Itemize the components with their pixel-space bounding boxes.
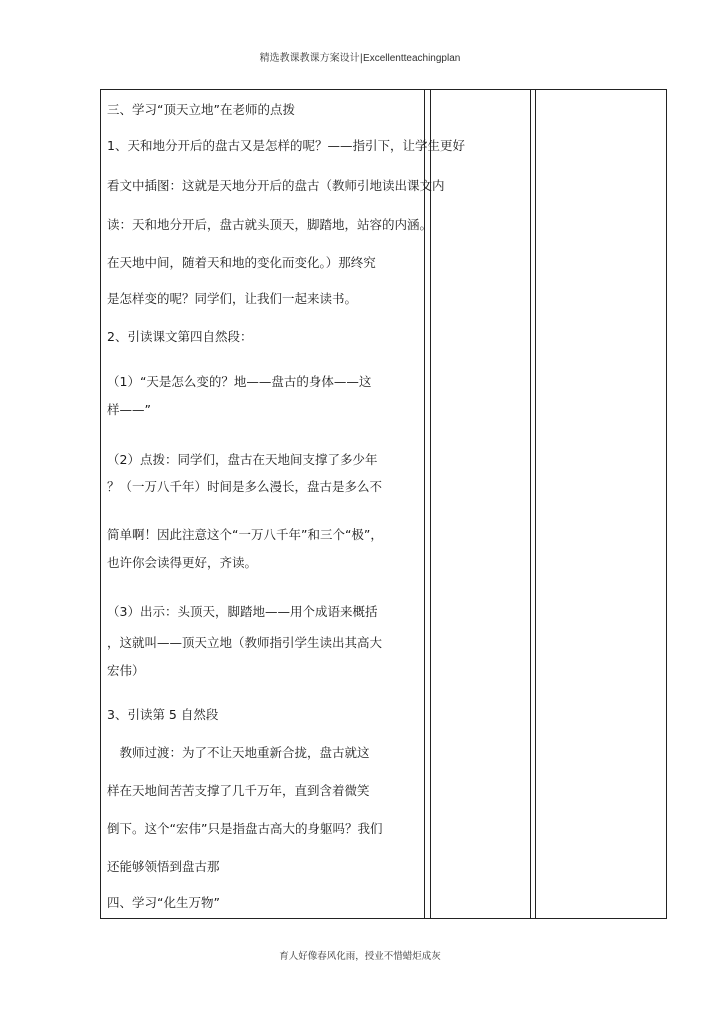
text-line: 样在天地间苦苦支撑了几千万年，直到含着微笑 [107,783,370,798]
text-line: 倒下。这个“宏伟”只是指盘古高大的身躯吗？我们 [107,821,383,836]
text-line: 读：天和地分开后，盘古就头顶天，脚踏地，站容的内涵。 [107,217,433,232]
header-chinese: 精选教课教课方案设计| [259,53,364,64]
text-line: 教师过渡：为了不让天地重新合拢，盘古就这 [107,745,370,760]
text-line: （1）“天是怎么变的？地——盘古的身体——这 [107,374,372,389]
text-line: ，这就叫——顶天立地（教师指引学生读出其高大 [107,635,383,650]
text-line: （2）点拨：同学们，盘古在天地间支撑了多少年 [107,452,378,467]
column-divider [530,90,531,918]
text-line: 样——” [107,402,151,417]
text-line: 是怎样变的呢？同学们，让我们一起来读书。 [107,291,358,306]
subsection-heading: 2、引读课文第四自然段： [107,329,253,344]
page-header [0,49,720,64]
header-english: Excellentteachingplan [363,53,461,64]
text-line: （3）出示：头顶天，脚踏地——用个成语来概括 [107,604,378,619]
lesson-plan-table [100,89,667,919]
text-line: 看文中插图：这就是天地分开后的盘古（教师引地读出课文内 [107,178,445,193]
text-line: 还能够领悟到盘古那 [107,859,220,874]
column-divider [424,90,425,918]
text-line: 1、天和地分开后的盘古又是怎样的呢？——指引下，让学生更好 [107,138,465,153]
section-heading-4: 四、学习“化生万物” [107,895,220,910]
subsection-heading: 3、引读第 5 自然段 [107,707,219,722]
section-heading-3: 三、学习“顶天立地”在老师的点拨 [107,102,295,117]
text-line: ？（一万八千年）时间是多么漫长，盘古是多么不 [107,479,383,494]
page-footer: 育人好像春风化雨，授业不惜蜡炬成灰 [279,951,441,962]
text-line: 宏伟） [107,663,145,678]
column-divider [430,90,431,918]
text-line: 在天地中间，随着天和地的变化而变化。）那终究 [107,255,376,270]
text-line: 简单啊！因此注意这个“一万八千年”和三个“极”， [107,527,383,542]
text-line: 也许你会读得更好，齐读。 [107,555,258,570]
column-divider [535,90,536,918]
